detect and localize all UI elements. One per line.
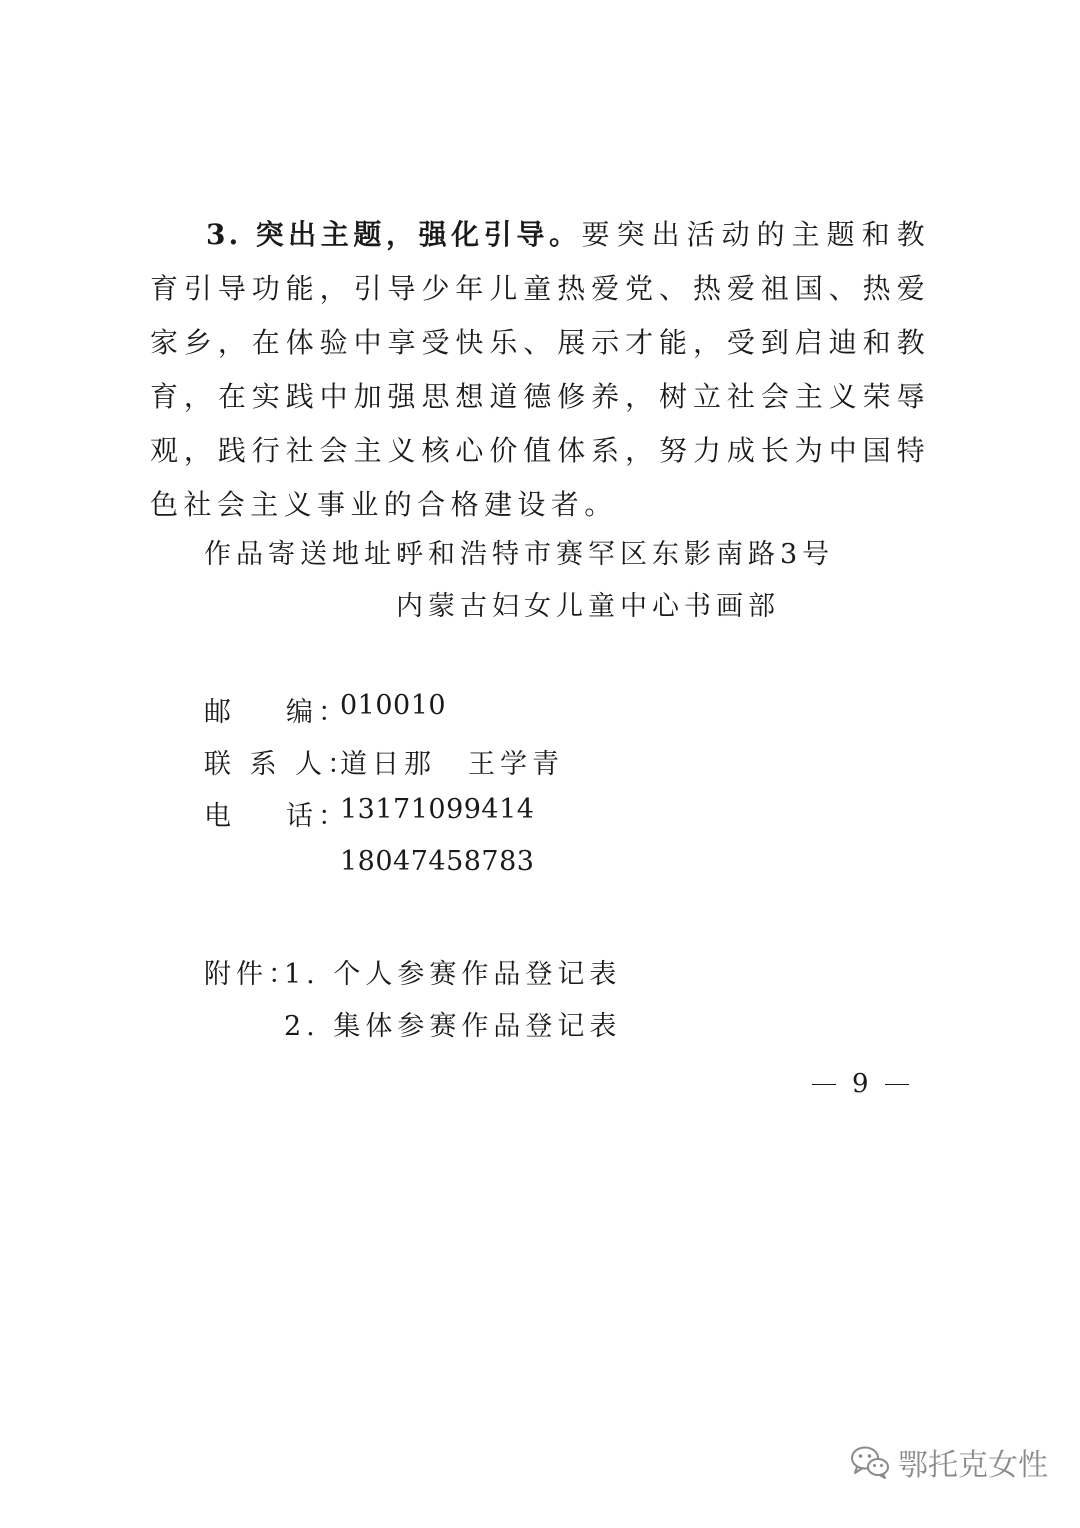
contact-persons: 道日那 王学青: [340, 749, 564, 780]
attachments-label: 附件：: [204, 959, 300, 990]
postcode-label-first: 邮: [204, 697, 236, 728]
postcode-label-second: 编：: [286, 697, 350, 728]
address-line-1: 呼和浩特市赛罕区东影南路3号: [396, 539, 835, 570]
watermark-text: 鄂托克女性: [898, 1448, 1048, 1483]
postcode-value: 010010: [340, 690, 447, 721]
page-dash-left: [812, 1084, 836, 1085]
wechat-icon: [850, 1445, 890, 1479]
attachment-item-1: 1. 个人参赛作品登记表: [284, 959, 622, 990]
section-paragraph: [150, 208, 930, 532]
attachment-item-2: 2. 集体参赛作品登记表: [284, 1011, 622, 1042]
page-number-footer: [812, 1068, 909, 1099]
phone-label-first: 电: [204, 801, 236, 832]
phone-number-2: 18047458783: [340, 846, 535, 877]
address-line-2: 内蒙古妇女儿童中心书画部: [396, 591, 780, 622]
page-number: 9: [852, 1069, 869, 1099]
section-body: 要突出活动的主题和教育引导功能，引导少年儿童热爱党、热爱祖国、热爱家乡，在体验中享受快乐、展示才能，受到启迪和教育，在实践中加强思想道德修养，树立社会主义荣辱观，践行社会主义核心价值体系，努力成长为中国特色社会主义事业的合格建设者。: [150, 218, 930, 521]
phone-number-1: 13171099414: [340, 794, 535, 825]
section-heading: 3. 突出主题，强化引导。: [206, 218, 582, 251]
wechat-watermark: [850, 1440, 1048, 1484]
address-label: 作品寄送地址：: [204, 539, 428, 570]
contact-person-label: 联 系 人：: [204, 749, 360, 780]
phone-label-second: 话：: [286, 801, 350, 832]
page-dash-right: [885, 1084, 909, 1085]
